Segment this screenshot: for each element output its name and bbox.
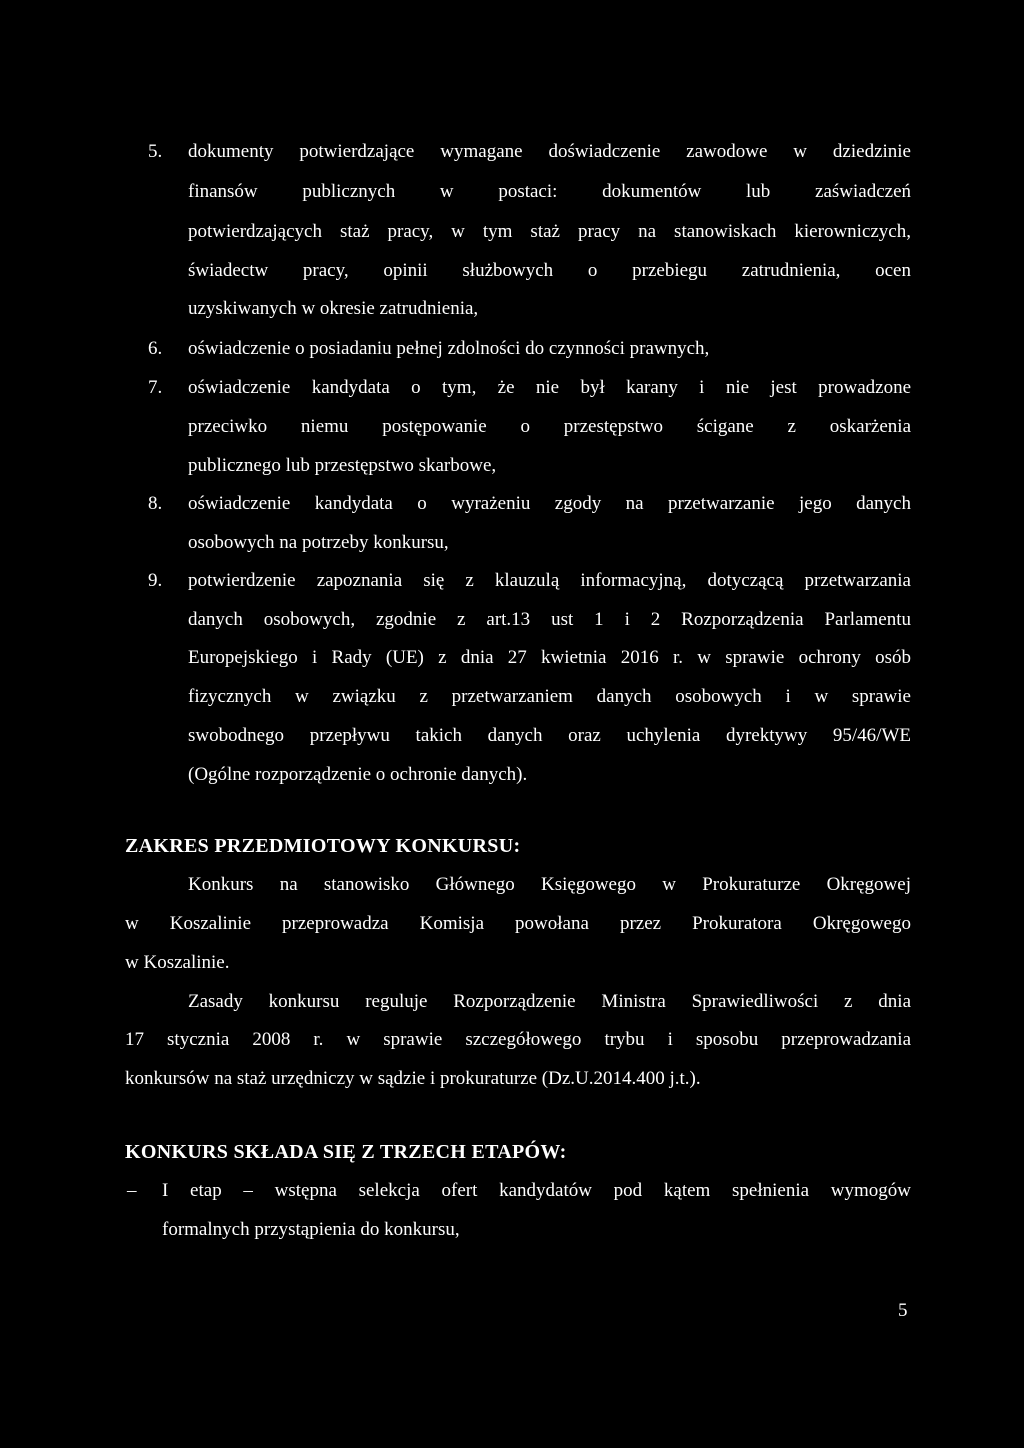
paragraph-line: 17 stycznia 2008 r. w sprawie szczegółowego trybu i sposobu przeprowadzania — [125, 1029, 911, 1050]
list-item-line: formalnych przystąpienia do konkursu, — [162, 1219, 460, 1240]
list-number: 9. — [148, 570, 163, 591]
list-number: 6. — [148, 338, 163, 359]
list-item-line: dokumenty potwierdzające wymagane doświadczenie zawodowe w dziedzinie — [188, 141, 911, 162]
list-item-line: potwierdzenie zapoznania się z klauzulą informacyjną, dotyczącą przetwarzania — [188, 570, 911, 591]
section-heading: KONKURS SKŁADA SIĘ Z TRZECH ETAPÓW: — [125, 1141, 567, 1163]
list-item-line: przeciwko niemu postępowanie o przestępstwo ścigane z oskarżenia — [188, 416, 911, 437]
paragraph-line: w Koszalinie. — [125, 952, 230, 973]
list-item-line: oświadczenie kandydata o tym, że nie był karany i nie jest prowadzone — [188, 377, 911, 398]
list-number: 7. — [148, 377, 163, 398]
list-item-line: potwierdzających staż pracy, w tym staż pracy na stanowiskach kierowniczych, — [188, 221, 911, 242]
list-number: 8. — [148, 493, 163, 514]
list-item-line: I etap – wstępna selekcja ofert kandydatów pod kątem spełnienia wymogów — [162, 1180, 911, 1201]
list-item-line: swobodnego przepływu takich danych oraz uchylenia dyrektywy 95/46/WE — [188, 725, 911, 746]
list-item-line: publicznego lub przestępstwo skarbowe, — [188, 455, 497, 476]
list-item-line: osobowych na potrzeby konkursu, — [188, 532, 449, 553]
list-item-line: danych osobowych, zgodnie z art.13 ust 1 i 2 Rozporządzenia Parlamentu — [188, 609, 911, 630]
list-item-line: oświadczenie kandydata o wyrażeniu zgody na przetwarzanie jego danych — [188, 493, 911, 514]
paragraph-line: Konkurs na stanowisko Głównego Księgowego w Prokuraturze Okręgowej — [188, 874, 911, 895]
section-heading: ZAKRES PRZEDMIOTOWY KONKURSU: — [125, 835, 521, 857]
page-number: 5 — [898, 1300, 908, 1321]
list-item-line: finansów publicznych w postaci: dokumentów lub zaświadczeń — [188, 181, 911, 202]
paragraph-line: Zasady konkursu reguluje Rozporządzenie Ministra Sprawiedliwości z dnia — [188, 991, 911, 1012]
list-item-line: uzyskiwanych w okresie zatrudnienia, — [188, 298, 479, 319]
list-number: 5. — [148, 141, 163, 162]
list-bullet: – — [127, 1180, 137, 1201]
list-item-line: Europejskiego i Rady (UE) z dnia 27 kwietnia 2016 r. w sprawie ochrony osób — [188, 647, 911, 668]
list-item-line: fizycznych w związku z przetwarzaniem danych osobowych i w sprawie — [188, 686, 911, 707]
list-item-line: świadectw pracy, opinii służbowych o przebiegu zatrudnienia, ocen — [188, 260, 911, 281]
paragraph-line: konkursów na staż urzędniczy w sądzie i prokuraturze (Dz.U.2014.400 j.t.). — [125, 1068, 701, 1089]
list-item-line: oświadczenie o posiadaniu pełnej zdolności do czynności prawnych, — [188, 338, 710, 359]
list-item-line: (Ogólne rozporządzenie o ochronie danych). — [188, 764, 528, 785]
paragraph-line: w Koszalinie przeprowadza Komisja powołana przez Prokuratora Okręgowego — [125, 913, 911, 934]
